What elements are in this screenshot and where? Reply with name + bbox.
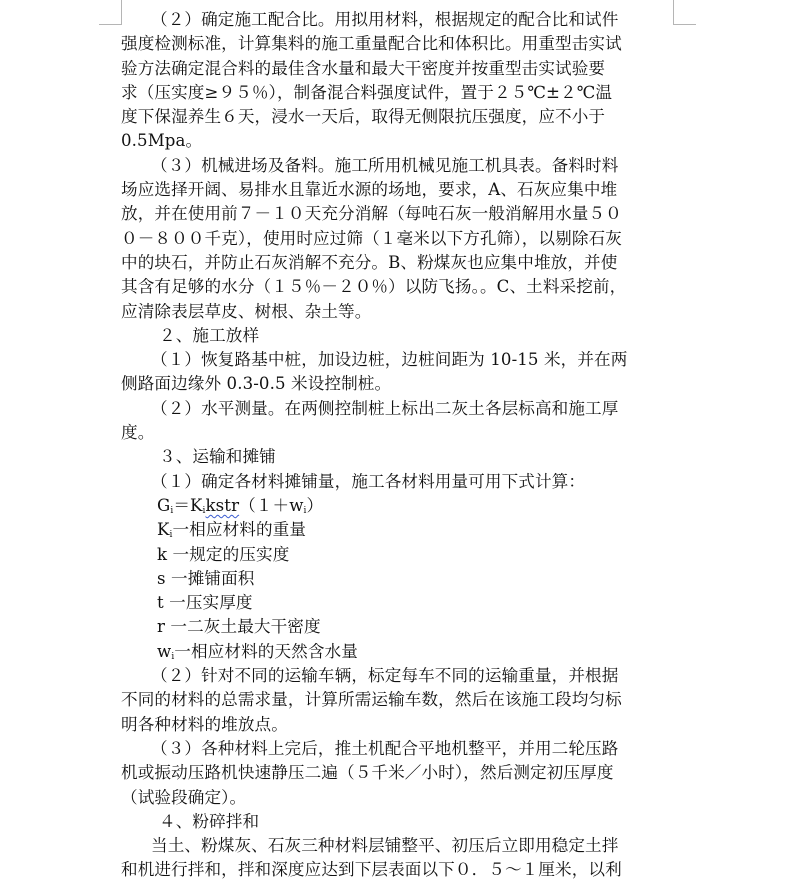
definition-symbol: t xyxy=(157,593,164,613)
definition-symbol: w xyxy=(157,641,172,661)
formula-term: ＝K xyxy=(173,495,203,515)
formula-subscript: i xyxy=(303,505,307,516)
text-line: 不同的材料的总需求量，计算所需运输车数，然后在该施工段均匀标 xyxy=(121,690,622,710)
formula-subscript: i xyxy=(202,505,206,516)
text-line: 中的块石，并防止石灰消解不充分。B、粉煤灰也应集中堆放，并使 xyxy=(121,252,618,272)
text-line: 0.5Mpa。 xyxy=(121,131,203,151)
text-line: （１）恢复路基中桩，加设边桩，边桩间距为 10-15 米，并在两 xyxy=(151,350,628,370)
text-line: （２）确定施工配合比。用拟用材料，根据规定的配合比和试件 xyxy=(151,10,619,29)
text-line: 场应选择开阔、易排水且靠近水源的场地，要求，A、石灰应集中堆 xyxy=(121,180,618,200)
text-line: 放，并在使用前７－１０天充分消解（每吨石灰一般消解用水量５０ xyxy=(121,204,622,224)
text-line: ２、施工放样 xyxy=(159,325,260,345)
definition-subscript: i xyxy=(171,651,175,662)
definition-text: 一压实厚度 xyxy=(163,593,253,613)
text-line: ４、粉碎拌和 xyxy=(159,811,260,831)
text-line: （试验段确定）。 xyxy=(121,787,247,807)
crop-mark-top-right xyxy=(673,24,696,25)
definition-symbol: K xyxy=(157,520,170,540)
formula-term: ） xyxy=(306,495,324,515)
text-line: 机或振动压路机快速静压二遍（５千米／小时），然后测定初压厚度 xyxy=(121,763,614,783)
text-line: 明各种材料的堆放点。 xyxy=(121,714,288,734)
text-line: ０－８００千克），使用时应过筛（１毫米以下方孔筛），以剔除石灰 xyxy=(121,228,622,248)
definition-text: 一规定的压实度 xyxy=(167,544,290,564)
text-line: 度下保湿养生６天，浸水一天后，取得无侧限抗压强度，应不小于 xyxy=(121,107,606,127)
definition-line xyxy=(121,567,676,591)
text-line: （２）针对不同的运输车辆，标定每车不同的运输重量，并根据 xyxy=(151,666,619,686)
text-line: ３、运输和摊铺 xyxy=(159,447,276,467)
text-line: 强度检测标准，计算集料的施工重量配合比和体积比。用重型击实试 xyxy=(121,34,622,54)
text-line: （２）水平测量。在两侧控制桩上标出二灰土各层标高和施工厚 xyxy=(151,398,619,418)
definition-symbol: r xyxy=(157,617,166,637)
definition-text: 一二灰土最大干密度 xyxy=(165,617,321,637)
paragraphs-part-2 xyxy=(121,664,676,883)
text-line: 验方法确定混合料的最佳含水量和最大干密度并按重型击实试验要 xyxy=(121,58,606,78)
text-line: （３）机械进场及备料。施工所用机械见施工机具表。备料时料 xyxy=(151,155,619,175)
text-line: 其含有足够的水分（１５％－２０％）以防飞扬。。C、土料采挖前， xyxy=(121,277,627,297)
formula-subscript: i xyxy=(170,505,174,516)
definition-symbol: k xyxy=(157,544,168,564)
definition-line xyxy=(121,591,676,615)
paragraphs-part-1 xyxy=(121,8,676,494)
definition-text: 一相应材料的重量 xyxy=(172,520,307,540)
formula-definitions xyxy=(121,518,676,664)
definition-subscript: i xyxy=(169,530,173,541)
definition-line xyxy=(121,640,676,664)
text-line: （３）各种材料上完后，推土机配合平地机整平，并用二轮压路 xyxy=(151,738,619,758)
definition-text: 一摊铺面积 xyxy=(165,568,255,588)
formula-line xyxy=(121,494,676,518)
text-line: 侧路面边缘外 0.3-0.5 米设控制桩。 xyxy=(121,374,392,394)
formula-term: （１＋w xyxy=(239,495,304,515)
definition-line xyxy=(121,615,676,639)
definition-line xyxy=(121,543,676,567)
formula-term: G xyxy=(157,495,171,515)
text-line: 和机进行拌和，拌和深度应达到下层表面以下０．５～１厘米，以利 xyxy=(121,860,622,880)
text-line: 应清除表层草皮、树根、杂土等。 xyxy=(121,301,372,321)
definition-text: 一相应材料的天然含水量 xyxy=(174,641,358,661)
definition-line xyxy=(121,518,676,542)
definition-symbol: s xyxy=(157,568,166,588)
text-line: 求（压实度≥９５％），制备混合料强度试件，置于２５℃±２℃温 xyxy=(121,82,613,102)
text-line: 当土、粉煤灰、石灰三种材料层铺整平、初压后立即用稳定土拌 xyxy=(151,836,619,856)
formula-term-underlined: kstr xyxy=(205,495,240,515)
crop-mark-top-left xyxy=(99,24,122,25)
text-line: 度。 xyxy=(121,423,155,443)
document-body xyxy=(121,8,676,883)
text-line: （１）确定各材料摊铺量，施工各材料用量可用下式计算： xyxy=(151,471,586,491)
